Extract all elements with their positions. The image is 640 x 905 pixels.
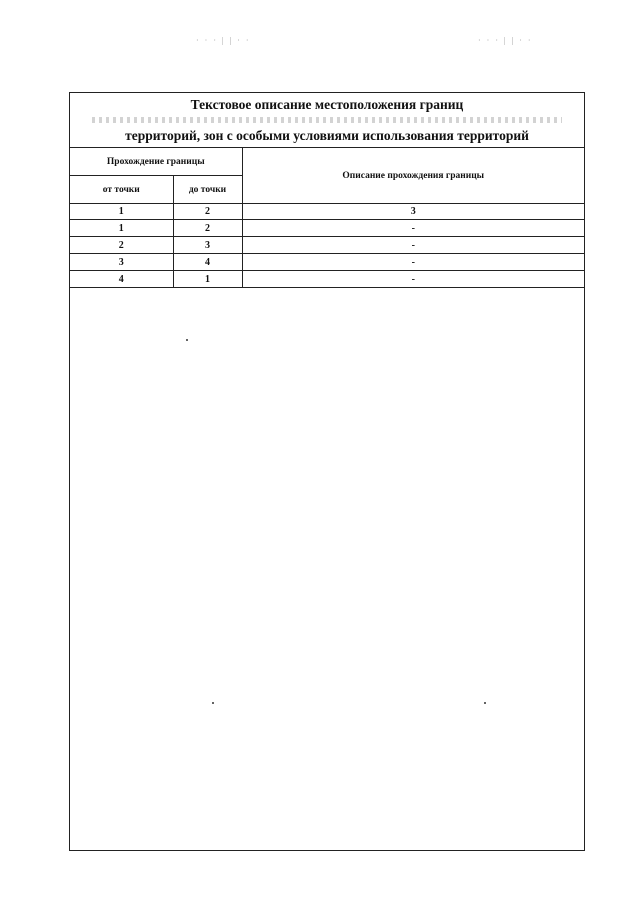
from-point-cell: 1 bbox=[70, 220, 173, 237]
column-number: 1 bbox=[70, 204, 173, 220]
table-row bbox=[70, 220, 584, 237]
table-row bbox=[70, 237, 584, 254]
description-cell: - bbox=[242, 220, 584, 237]
header-from-point: от точки bbox=[70, 176, 173, 204]
scan-speck bbox=[186, 339, 188, 341]
title-line-1: Текстовое описание местоположения границ bbox=[190, 97, 464, 112]
to-point-cell: 1 bbox=[173, 271, 242, 288]
title-line-3: территорий, зон с особыми условиями использования территорий bbox=[125, 128, 529, 143]
header-to-point: до точки bbox=[173, 176, 242, 204]
document-frame bbox=[69, 92, 585, 851]
from-point-cell: 4 bbox=[70, 271, 173, 288]
table-row bbox=[70, 254, 584, 271]
title-block bbox=[70, 93, 584, 148]
from-point-cell: 2 bbox=[70, 237, 173, 254]
to-point-cell: 2 bbox=[173, 220, 242, 237]
scan-header-mark-left: · · · | | · · bbox=[196, 36, 251, 45]
description-cell: - bbox=[242, 271, 584, 288]
description-cell: - bbox=[242, 237, 584, 254]
scan-header-mark-right: · · · | | · · bbox=[478, 36, 533, 45]
description-cell: - bbox=[242, 254, 584, 271]
to-point-cell: 4 bbox=[173, 254, 242, 271]
table-row bbox=[70, 271, 584, 288]
column-number-row bbox=[70, 204, 584, 220]
from-point-cell: 3 bbox=[70, 254, 173, 271]
scan-speck bbox=[484, 702, 486, 704]
header-boundary-passage: Прохождение границы bbox=[70, 148, 242, 176]
scan-speck bbox=[212, 702, 214, 704]
boundary-table bbox=[70, 148, 584, 288]
to-point-cell: 3 bbox=[173, 237, 242, 254]
header-description: Описание прохождения границы bbox=[242, 148, 584, 204]
column-number: 2 bbox=[173, 204, 242, 220]
column-number: 3 bbox=[242, 204, 584, 220]
faded-text-line bbox=[92, 117, 562, 123]
